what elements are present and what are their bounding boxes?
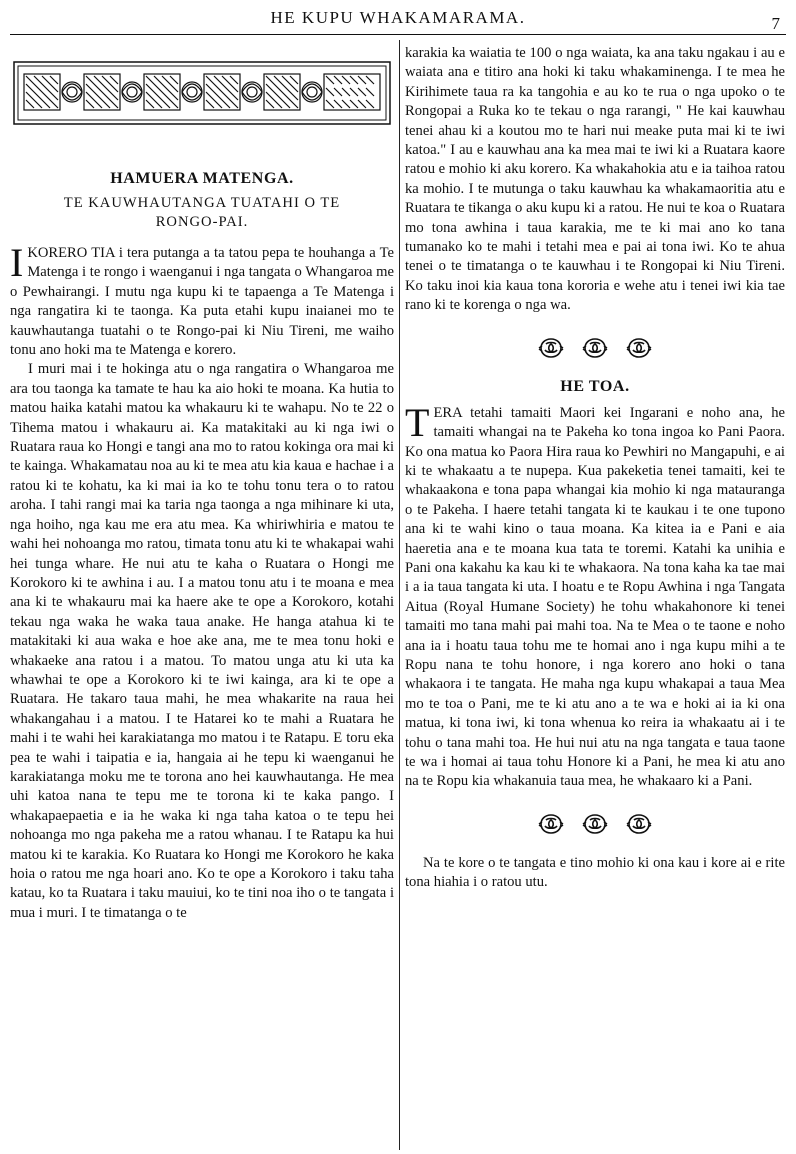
rose-ornament-icon [625, 812, 653, 836]
running-title: HE KUPU WHAKAMARAMA. [270, 8, 526, 27]
rose-ornament-icon [537, 812, 565, 836]
article-paragraph [405, 399, 785, 792]
article-title: HAMUERA MATENGA. [110, 170, 294, 187]
rose-ornament-icon [581, 812, 609, 836]
article-subtitle: TE KAUWHAUTANGA TUATAHI O TE RONGO-PAI. [63, 195, 341, 230]
right-column [405, 44, 785, 1144]
rose-ornament-row [405, 336, 785, 360]
page-number: 7 [771, 14, 780, 33]
column-divider [399, 40, 400, 1150]
drop-cap: T [405, 399, 430, 445]
article-paragraph: I muri mai i te hokinga atu o nga rangatira o Whangaroa me ara tou taonga ka tamate te hau ka aio hoki te moana. Ka hutia to matou haika katahi matou ka whakauru ki te wahapu. No te 22 o Tihema matou i whakauru ai. Ka matakitaki au ki nga iwi o Ruatara raua ko Hongi e tangi ana mo to ratou kokinga ora mai ki te kainga. Whakamatau noa au ki te mea atu kia kaua e hachae i a ratou ki te kohatu, ka ki mai ia ko te tohu tonu tera o to ratou aroha. I tahi rangi mai ka taria nga taonga a nga mihinare ki uta, nga hoiho, nga kau me era atu mea. Ka whiriwhiria e matou te wahi hei nohoanga mo ratou, timata tonu atu ki te whakapai wahi hei tunga whare. He nui atu te kaha o Ruatara o Hongi me Korokoro ki te awhina i au. I a matou tonu atu i te moana e mea ana ki te whakauru mai ka haere ake te ope a Korokoro, kotahi tekau nga waka he waka taua anake. He hanga atahua ki te matakitaki ki aua waka e hoe ake ana, me te mea tonu hoki e whakaeke ana ratou i a matou. To matou unga atu ki uta ka whawhai te ope a Korokoro ki te iwi kainga, ara ki te ope a Ruatara. He takaro taua mahi, he mea whakarite na raua hei whakangahau i a matou. I te Hatarei ko te mahi a Ruatara he mahi i te wahi hei karakiatanga mo matou i te Ratapu. E toru eka pea te wahi i taipatia e ia, hangaia ai he tepu ki waenganui he karakiatanga moku me te torona ano hei kauwhautanga. He mea uhi katoa nana te tepu me te torona ki te kaka pango. I whakapaepaetia e ia he waka ki nga taha katoa o te tepu hei nohoanga mo nga pakeha me a ratou whanau. I te Ratapu ka hui matou ki te karakia. Ko Ruatara ko Hongi me Korokoro he kaka hoia o ratou me nga hoari ano. Ko te ope a Korokoro i taku taha katau, ko ta Ruatara i taku mauiui, ko te tini noa iho o te tangata i mua i muri. I te timatanga o te [10, 361, 394, 921]
closing-proverb: Na te kore o te tangata e tino mohio ki ona kau i kore ai e rite tona hiahia i o ratou utu. [405, 854, 785, 891]
paragraph-text: KORERO TIA i tera putanga a ta tatou pepa te houhanga a Te Matenga i te rongo i waenganui i nga tangata o Whangaroa me o Pewhairangi. I mutu nga kupu ki te tapaenga a Te Matenga i nga rangatira ki te taonga. Ka puta etahi kupu inaianei mo te kauwhautanga tuatahi o te Rongo-pai ki Niu Tireni, me waiho tonu ano hoki ma te Matenga e korero. [10, 245, 394, 359]
page-header [10, 4, 786, 35]
drop-cap: I [10, 240, 24, 285]
article-paragraph-continued: karakia ka waiatia te 100 o nga waiata, ka ana taku ngakau i au e waiata ana e titiro ana hoki ki taku whakaminenga. I te mea he Kirihimete taua ra ka tangohia e au ko te rua o nga upoko o te Rongopai a Ruka ko te tekau o nga rarangi, " He kai kauwhau tenei ahau ki a koutou mo te hari nui meake puta mai ki te iwi katoa." I au e kauwhau ana ka mea mai te iwi ki a Ruatara kaore ratou e mohio ki aku korero. Ka whakahokia atu e ia taihoa ratou ka mohio. I te mutunga o taku kauwhau ka whakamaoritia atu e Ruatara te tikanga o aku kupu ki a ratou. He nui te koa o Ruatara mo tona awhina i taua karakia, me te ki mai ano ko tana tumanako ko te mahi i tetahi mea e pai ai tona iwi. Ko te ahua tenei o te timatanga o te kauwhau i te Rongopai ki Niu Tireni. Ko taku inoi kia kaua tona kororia e wehe atu i tenei iwi kia tae rano ki te korenga o nga wa. [405, 45, 785, 314]
article-paragraph [10, 240, 394, 360]
rose-ornament-icon [625, 336, 653, 360]
rose-ornament-icon [581, 336, 609, 360]
rose-ornament-icon [537, 336, 565, 360]
ornamental-border-icon [10, 60, 394, 126]
left-column [10, 48, 394, 1148]
paragraph-text: ERA tetahi tamaiti Maori kei Ingarani e noho ana, he tamaiti whangai na te Pakeha ko tona ingoa ko Pani Paora. Ko ona matua ko Paora Hira raua ko Pewhiri no Mangapuhi, e ai ki te whakaatu a te nupepa. Kua pakeketia tenei tamaiti, kei te whakaakona e tona papa whangai kia mohio ki nga matauranga o te Pakeha. I haere tetahi tangata ki te kaukau i te one tupono ana ki te wahi kino o taua moana. Ka kitea ia e Pani e aia haeretia ana e te moana kua tata te toremi. Katahi ka unihia e Pani ona kakahu ka kau ki te whakaora. Na tona kaha ka tae mai i a ia taua tangata ki uta. I hoatu e te Ropu Awhina i nga Tangata Aitua (Royal Humane Society) he tohu whakahonore ki tenei tamaiti mo tana mahi pai mahi toa. Na te Mea o te taone e noho ana ia i hoatu taua tohu me te homai ano i nga kupu mihi a te Ropu nana te tohu honore, i nga korero ano hoki o tana whakaora i te tangata. He maha nga kupu whakapai a taua Mea mo te toa o Pani, me te ki atu ano a te wa e hoki ai ia ki ona matua, ki tona iwi, ki tona whenua ko reira ia whakaatu ai i te tohu o tana mahi toa. He hui nui atu na nga tangata e taua taone te wa i homai ai taua tohu Honore ki a Pani, he mea ki atu ano na te Ropu kia whakanuia taua mea, he whakaaro ki a Pani. [405, 404, 785, 790]
article-title: HE TOA. [560, 377, 630, 395]
rose-ornament-row [405, 812, 785, 836]
